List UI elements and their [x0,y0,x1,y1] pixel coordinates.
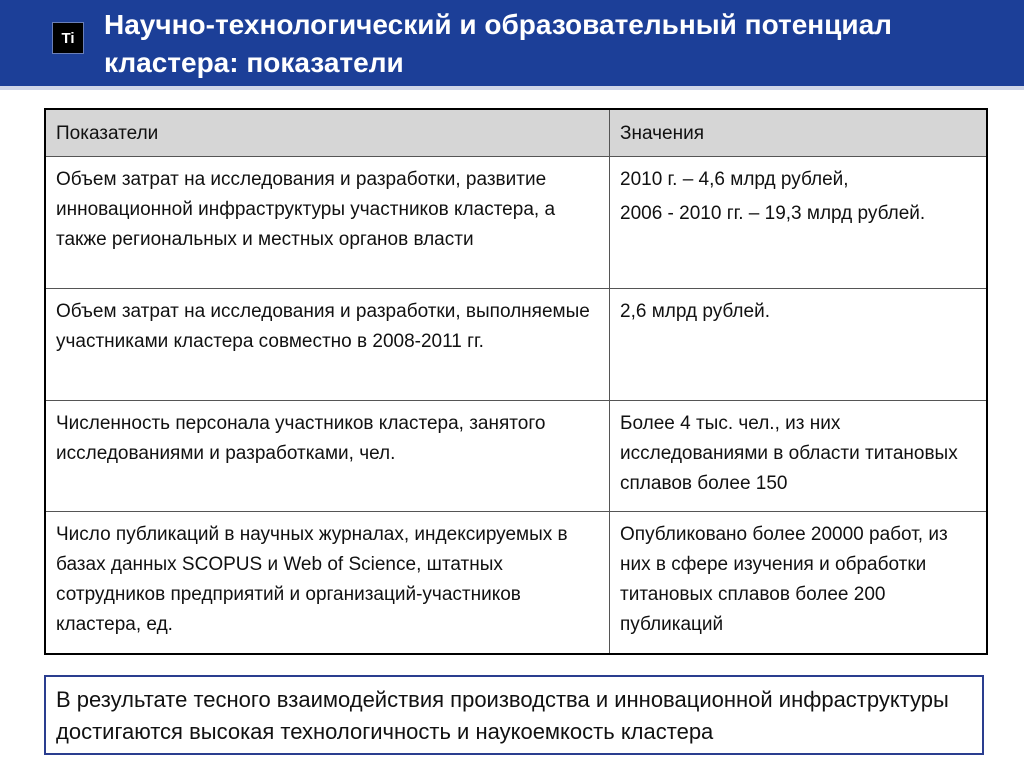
value-line: Опубликовано более 20000 работ, из них в сфере изучения и обработки титановых сплавов более 200 публикаций [620,524,948,635]
header-divider [0,86,1024,90]
header-bar [0,0,1024,86]
table-row [45,512,987,655]
value-cell [610,401,988,512]
indicator-cell: Объем затрат на исследования и разработки, развитие инновационной инфраструктуры участников кластера, а также региональных и местных органов власти [45,157,610,289]
indicator-cell: Численность персонала участников кластера, занятого исследованиями и разработками, чел. [45,401,610,512]
table-header-row [45,109,987,157]
indicator-cell: Число публикаций в научных журналах, индексируемых в базах данных SCOPUS и Web of Science, штатных сотрудников предприятий и организаций-участников кластера, ед. [45,512,610,655]
value-cell [610,157,988,289]
table-row [45,401,987,512]
indicators-table [44,108,988,655]
ti-logo-icon: Ti [52,22,84,54]
indicator-cell: Объем затрат на исследования и разработки, выполняемые участниками кластера совместно в 2008-2011 гг. [45,289,610,401]
summary-box: В результате тесного взаимодействия производства и инновационной инфраструктуры достигаются высокая технологичность и наукоемкость кластера [44,675,984,755]
value-line: 2,6 млрд рублей. [620,301,770,322]
value-cell [610,512,988,655]
column-header-values: Значения [610,109,988,157]
slide-title: Научно-технологический и образовательный потенциал кластера: показатели [104,9,892,78]
value-cell [610,289,988,401]
value-line: 2010 г. – 4,6 млрд рублей, [620,169,849,190]
value-line: 2006 - 2010 гг. – 19,3 млрд рублей. [620,203,926,224]
column-header-indicators: Показатели [45,109,610,157]
table-row [45,157,987,289]
table-row [45,289,987,401]
value-line: Более 4 тыс. чел., из них исследованиями в области титановых сплавов более 150 [620,413,958,494]
